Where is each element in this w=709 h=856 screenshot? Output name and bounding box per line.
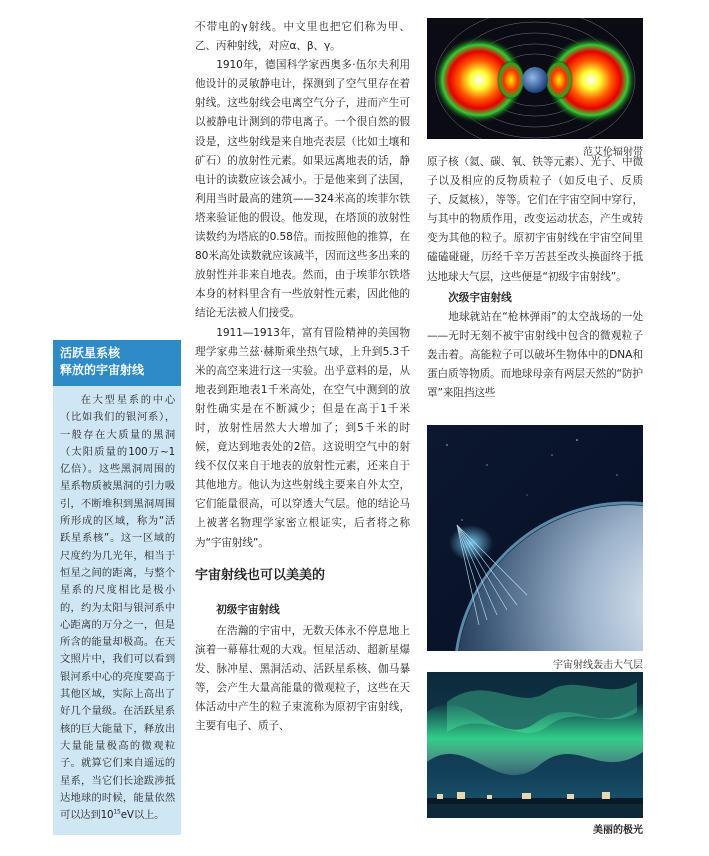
- subheading-primary-rays: 初级宇宙射线: [216, 603, 280, 616]
- cosmic-ray-earth-image: [427, 425, 643, 651]
- main-paragraph-1: 不带电的γ射线。中文里也把它们称为甲、乙、丙种射线，对应α、β、γ。: [195, 21, 410, 53]
- caption-cosmic-ray: 宇宙射线轰击大气层: [553, 660, 643, 671]
- right-paragraph-2: 地球就站在“枪林弹雨”的太空战场的一处——无时无刻不被宇宙射线中包含的微观粒子轰击着。高能粒子可以破坏生物体中的DNA和蛋白质等物质。而地球母亲有两层天然的“防护罩”来阻挡这些: [427, 310, 643, 400]
- sidebar-title-line2: 释放的宇宙射线: [60, 363, 145, 377]
- sidebar-box: [53, 340, 181, 835]
- right-paragraph-1: 原子核（氦、碳、氧、铁等元素）、光子、中微子以及相应的反物质粒子（如反电子、反质子、反氦核），等等。它们在宇宙空间中穿行，与其中的物质作用，改变运动状态，产生或转变为其他的粒子。原初宇宙射线在宇宙空间里磕磕碰碰，历经千辛万苦甚至改头换面终于抵达地球大气层，这些便是“初级宇宙射线”。: [427, 156, 643, 283]
- subheading-secondary-rays: 次级宇宙射线: [448, 291, 512, 304]
- caption-van-allen: 范艾伦辐射带: [583, 147, 643, 158]
- sidebar-paragraph: [60, 392, 175, 824]
- van-allen-belt-illustration: [427, 18, 643, 139]
- caption-aurora: 美丽的极光: [593, 825, 643, 836]
- sidebar-text: 在大型星系的中心（比如我们的银河系），一般存在大质量的黑洞（太阳质量的100万~1亿倍）。这些黑洞周围的星系物质被黑洞的引力吸引，不断堆积到黑洞周围所形成的区域，称为“活跃星系核”。这一区域的尺度约为几光年，相当于恒星之间的距离，与整个星系的尺度相比是极小的，约为太阳与银河系中心距离的万分之一，但是所含的能量却极高。在天文照片中，我们可以看到银河系中心的亮度要高于其他区域，实际上高出了好几个量级。在活跃星系核的巨大能量下，释放出大量能量极高的微观粒子。就算它们来自遥远的星系，当它们长途跋涉抵达地球的时候，能量依然可以达到10: [60, 394, 175, 822]
- sidebar-body: [53, 386, 181, 824]
- aurora-illustration: [427, 672, 643, 818]
- main-column: [195, 18, 410, 736]
- main-paragraph-4: 在浩瀚的宇宙中，无数天体永不停息地上演着一幕幕壮观的大戏。恒星活动、超新星爆发、脉冲星、黑洞活动、活跃星系核、伽马暴等，会产生大量高能量的微观粒子，这些在天体活动中产生的粒子束流称为原初宇宙射线，主要有电子、质子、: [195, 624, 410, 733]
- aurora-image: [427, 672, 643, 818]
- sidebar-title-line1: 活跃星系核: [60, 346, 121, 360]
- van-allen-belt-image: [427, 18, 643, 139]
- section-heading: 宇宙射线也可以美美的: [195, 567, 326, 583]
- main-paragraph-3: 1911—1913年，富有冒险精神的美国物理学家弗兰兹·赫斯乘坐热气球，上升到5.3千米的高空来进行这一实验。出乎意料的是，从地表到距地表1千米高处，在空气中测到的放射性确实是在不断减少；但是在高于1千米时，放射性居然大大增加了；到5千米的时候，竟达到地表处的2倍。这说明空气中的射线不仅仅来自于地表的放射性元素，还来自于其他地方。他认为这些射线主要来自外太空，它们能量很高，可以穿透大气层。他的结论马上被著名物理学家密立根证实，后者将之称为“宇宙射线”。: [195, 326, 410, 549]
- cosmic-ray-earth-illustration: [427, 425, 643, 651]
- sidebar-text-tail: eV以上。: [120, 809, 165, 822]
- sidebar-header: [53, 340, 181, 386]
- right-column: [427, 153, 643, 403]
- main-paragraph-2: 1910年，德国科学家西奥多·伍尔夫利用他设计的灵敏静电计，探测到了空气里存在着射线。这些射线会电离空气分子，进而产生可以被静电计测到的带电离子。一个很自然的假设是，这些射线是来自地壳表层（比如土壤和矿石）的放射性元素。如果远离地表的话，静电计的读数应该会减小。于是他来到了法国，利用当时最高的建筑——324米高的埃菲尔铁塔来验证他的假设。他发现，在塔顶的放射性读数约为塔底的0.58倍。而按照他的推算，在80米高处读数就应该减半，因而这些多出来的放射性并非来自地表。然而，由于埃菲尔铁塔本身的材料里含有一些放射性元素，因此他的结论无法被人们接受。: [195, 59, 410, 320]
- sidebar-energy-exponent: 15: [113, 808, 121, 816]
